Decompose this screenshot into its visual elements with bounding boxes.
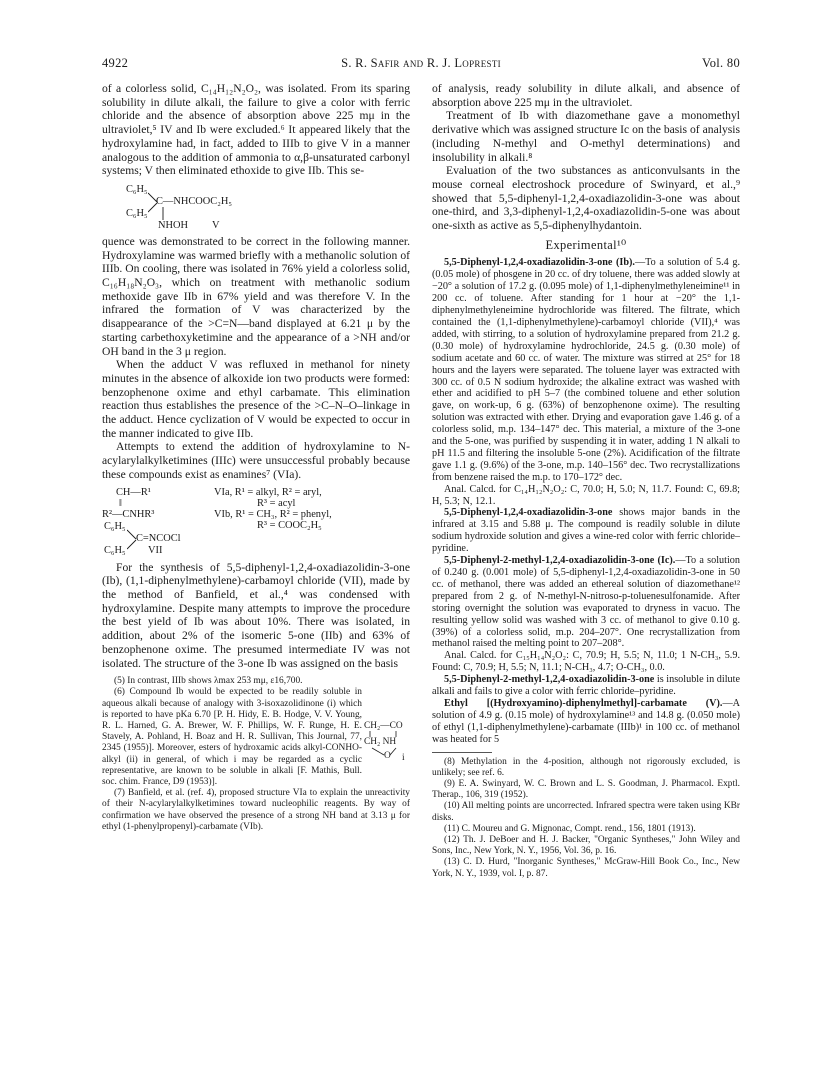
right-footnotes: [432, 757, 740, 880]
footnote-7: (7) Banfield, et al. (ref. 4), proposed structure VIa to explain the unreactivity of their N-acylarylalkylketimines toward nucleophilic reagents. By way of confirmation we have observed the presence of a strong NH band at 3.13 μ for ethyl (1-phenylpropenyl)-carbamate (VIb).: [102, 788, 410, 832]
structure-v: [102, 182, 410, 232]
footnote-11: (11) C. Moureu and G. Mignonac, Compt. rend., 156, 1801 (1913).: [444, 823, 696, 834]
experimental-heading: Experimental¹⁰: [545, 237, 627, 252]
experiment-3-title: 5,5-Diphenyl-2-methyl-1,2,4-oxadiazolidin-3-one (Ic).: [444, 555, 676, 567]
footnote-rule: [432, 752, 492, 753]
footnote-8: (8) Methylation in the 4-position, although not rigorously excluded, is unlikely; see ref. 6.: [432, 756, 740, 778]
structure-vii-label: VII: [148, 544, 163, 556]
structure-vii-center: C=NCOCl: [136, 532, 181, 544]
structure-v-phenyl-bottom: C₆H₅: [126, 207, 148, 219]
structure-v-phenyl-top: C₆H₅: [126, 183, 148, 195]
experiment-1-analysis: Anal. Calcd. for C₁₄H₁₂N₂O₂: C, 70.0; H, 5.0; N, 11.7. Found: C, 69.8; H, 5.3; N, 12.1.: [432, 483, 740, 507]
footnote-13: (13) C. D. Hurd, "Inorganic Syntheses," McGraw-Hill Book Co., Inc., New York, N. Y., 1939, vol. I, p. 87.: [432, 857, 740, 879]
footnote-6-structure-middle: CH₂ NH: [364, 737, 397, 748]
experiment-2: [432, 507, 740, 555]
structure-vii-phenyl-bottom: C₆H₅: [104, 544, 126, 556]
footnote-6-structure-top: CH₂—CO: [364, 721, 403, 732]
structure-vi-double-bond: ‖: [119, 497, 122, 509]
footnote-6-structure: [364, 721, 410, 771]
left-paragraph-3: When the adduct V was refluxed in methanol for ninety minutes in the absence of alkoxide ion two products were formed: benzophenone oxime and ethyl carbamate. This elimination reaction thus establishes the presence of the >C–N–O–linkage in the adduct. Hence cyclization of V would be expected to occur in the manner indicated to give IIb.: [102, 358, 410, 440]
structure-vi-def-1: VIa, R¹ = alkyl, R² = aryl,: [214, 486, 322, 498]
structure-vi-top: CH—R¹: [116, 486, 151, 498]
left-paragraph-2: quence was demonstrated to be correct in the following manner. Hydroxylamine was warmed briefly with a methanolic solution of IIIb. On cooling, there was isolated in 76% yield a colorless solid, C₁₆H₁₈N₂O₃, which on treatment with methanolic sodium methoxide gave IIb in 67% yield and was therefore V. In the infrared the formation of V was characterized by the disappearance of the >C=N—band displayed at 6.21 μ by the starting carbethoxyketimine and the appearance of a >NH and/or OH band in the 3 μ region.: [102, 234, 410, 358]
footnote-6-wrapper: [102, 687, 410, 788]
structure-vii-bonds: [127, 527, 139, 553]
experimental-body: [432, 257, 740, 745]
left-paragraph-5: For the synthesis of 5,5-diphenyl-1,2,4-oxadiazolidin-3-one (Ib), (1,1-diphenylmethylene)-carbamoyl chloride (VII), made by the method of Banfield, et al.,⁴ was condensed with hydroxylamine. Despite many attempts to improve the procedure the best yield of Ib was about 10%. There was isolated, in addition, about 2% of the isomeric 5-one (IIb) and 63% of benzophenone oxime. The presumed intermediate IV was not isolated. The structure of the 3-one Ib was assigned on the basis: [102, 560, 410, 670]
left-paragraph-1: of a colorless solid, C₁₄H₁₂N₂O₂, was isolated. From its sparing solubility in dilute alkali, the failure to give a color with ferric chloride and the absence of absorption above 225 mμ in the ultraviolet,⁵ IV and Ib were excluded.⁶ It appeared likely that the hydroxylamine had, in fact, added to IIIb to give V in a manner analogous to the addition of ammonia to α,β-unsaturated carbonyl systems; V then eliminated ethoxide to give IIb. This se-: [102, 82, 410, 178]
structure-v-label: V: [212, 219, 220, 231]
right-paragraph-2: Treatment of Ib with diazomethane gave a monomethyl derivative which was assigned structure Ic on the basis of analysis (including N-methyl and O-methyl determinations) and insolubility in alkali.⁸: [432, 109, 740, 164]
footnote-6-structure-bonds: [364, 729, 410, 759]
footnote-5: (5) In contrast, IIIb shows λmax 253 mμ, ε16,700.: [114, 676, 303, 687]
footnote-6-structure-oxygen: O: [384, 751, 391, 762]
running-header: [102, 56, 740, 72]
running-authors: S. R. Safir and R. J. Lopresti: [341, 56, 501, 70]
experiment-3-analysis: Anal. Calcd. for C₁₅H₁₄N₂O₂: C, 70.9; H, 5.5; N, 11.0; 1 N-CH₃, 5.9. Found: C, 70.9; H, 5.5; N, 11.1; N-CH₃, 4.7; O-CH₃, 0.0.: [432, 650, 740, 674]
experiment-5-title: Ethyl [(Hydroxyamino)-diphenylmethyl]-carbamate (V).: [444, 697, 723, 709]
structure-v-bonds: [148, 190, 160, 216]
experiment-1: [432, 257, 740, 483]
right-column: [432, 82, 740, 880]
page-number: 4922: [102, 56, 129, 70]
structure-vi-def-2: R³ = acyl: [257, 497, 296, 509]
structure-vi-bottom: R²—CNHR³: [102, 508, 155, 520]
footnote-6: (6) Compound Ib would be expected to be readily soluble in aqueous alkali because of analogy with 3-isoxazolidinone (i) which is reported to have pKa 6.70 [P. H. Hidy, E. B. Hodge, V. V. Young, R. L. Harned, G. A. Brewer, W. F. Phillips, W. F. Runge, H. E. Stavely, A. Pohland, H. Boaz and H. R. Sullivan, This Journal, 77, 2345 (1955)]. Moreover, esters of hydroxamic acids alkyl-CONHO-alkyl (ii) in general, of which i may be regarded as a cyclic representative, are known to be soluble in alkali [F. Mathis, Bull. soc. chim. France, D9 (1953)].: [102, 687, 362, 788]
experiment-3: [432, 555, 740, 650]
structure-vi-def-4: R³ = COOC₂H₅: [257, 519, 322, 531]
experiment-3-text: —To a solution of 0.240 g. (0.001 mole) of 5,5-diphenyl-1,2,4-oxadiazolidin-3-one in 50 cc. of methanol, there was added an ethereal solution of diazomethane¹² prepared from 2 g. of N-methyl-N-nitroso-p-toluenesulfonamide. After storing overnight the solution was evaporated to dryness in vacuo. The resulting yellow solid was washed with 3 cc. of methanol to give 0.10 g. (39%) of a colorless solid, m.p. 204–207°. One recrystallization from methanol raised the melting point to 207–208°.: [432, 555, 740, 650]
left-paragraph-4: Attempts to extend the addition of hydroxylamine to N-acylarylalkylketimines (IIIc) were unsuccessful probably because these compounds exist as enamines⁷ (VIa).: [102, 440, 410, 481]
structure-vi-vii: [102, 487, 410, 557]
experiment-1-text: —To a solution of 5.4 g. (0.05 mole) of phosgene in 20 cc. of dry toluene, there was added slowly at −20° a solution of 17.2 g. (0.095 mole) of 1,1-diphenylmethyleneimine¹¹ in 200 cc. of toluene. After standing for 1 hour at −20° the 1,1-diphenylmethyleneimine hydrochloride was filtered. The filtrate, which contained the (1,1-diphenylmethylene)-carbamoyl chloride (VII),⁴ was added, with stirring, to a solution of hydroxylamine prepared from 21.2 g. (0.30 mole) of hydroxylamine hydrochloride, 24.5 g. (0.30 mole) of sodium acetate and 60 cc. of water. The mixture was stirred at 25° for 18 hours and the layers were separated. The toluene layer was extracted with 300 cc. of 0.5 N sodium hydroxide; the alkaline extract was washed with ether and acidified to pH 5–7 (the combined toluene and ether solution gave, on work-up, 6 g. (63%) of benzophenone oxime). The resulting solution was extracted with ether. Drying and evaporation gave 1.46 g. of a colorless solid, m.p. 134–147° dec. This material, a mixture of the 3-one and the 5-one, was purified by suspending it in water, adding 1 N alkali to pH 11.5 and filtering the insoluble 5-one (2%). Acidification of the filtrate gave 1.1 g. (9.6%) of the 3-one, m.p. 140–156° dec. Two recrystallizations from benzene raised the m.p. to 170–172° dec.: [432, 257, 740, 483]
experiment-4: [432, 674, 740, 698]
volume-label: Vol. 80: [702, 56, 740, 70]
footnote-6-structure-label: i: [402, 753, 405, 764]
experiment-1-title: 5,5-Diphenyl-1,2,4-oxadiazolidin-3-one (Ib).: [444, 257, 635, 269]
footnote-12: (12) Th. J. DeBoer and H. J. Backer, "Organic Syntheses," John Wiley and Sons, Inc., New York, N. Y., 1956, Vol. 36, p. 16.: [432, 835, 740, 857]
experiment-4-text: is insoluble in dilute alkali and fails to give a color with ferric chloride–pyridine.: [432, 674, 740, 698]
left-column: [102, 82, 410, 833]
structure-v-vertical-bond: [162, 207, 166, 221]
structure-v-nhoh: NHOH: [158, 219, 189, 231]
footnote-9: (9) E. A. Swinyard, W. C. Brown and L. S. Goodman, J. Pharmacol. Exptl. Therap., 106, 319 (1952).: [432, 779, 740, 801]
experiment-2-text: shows major bands in the infrared at 3.15 and 5.88 μ. The compound is readily soluble in dilute sodium hydroxide solution and gives a wine-red color with ferric chloride–pyridine.: [432, 507, 740, 555]
left-footnotes: [102, 676, 410, 833]
right-paragraph-1: of analysis, ready solubility in dilute alkali, and absence of absorption above 225 mμ in the ultraviolet.: [432, 82, 740, 109]
experiment-5: [432, 698, 740, 746]
experiment-2-title: 5,5-Diphenyl-1,2,4-oxadiazolidin-3-one: [444, 507, 613, 519]
structure-vi-def-3: VIb, R¹ = CH₃, R² = phenyl,: [214, 508, 332, 520]
footnote-10: (10) All melting points are uncorrected. Infrared spectra were taken using KBr disks.: [432, 801, 740, 823]
structure-v-center: C—NHCOOC₂H₅: [156, 195, 232, 207]
right-paragraph-3: Evaluation of the two substances as anticonvulsants in the mouse corneal electroshock procedure of Swinyard, et al.,⁹ showed that 5,5-diphenyl-1,2,4-oxadiazolidin-3-one was about one-third, and 3,3-diphenyl-1,2,4-oxadiazolidin-5-one was about one-sixth as active as 5,5-diphenylhydantoin.: [432, 164, 740, 233]
experiment-4-title: 5,5-Diphenyl-2-methyl-1,2,4-oxadiazolidin-3-one: [444, 674, 655, 686]
experiment-5-text: —A solution of 4.9 g. (0.15 mole) of hydroxylamine¹³ and 14.8 g. (0.050 mole) of ethyl (1,1-diphenylmethylene)-carbamate (IIIb)¹ in 100 cc. of methanol was heated for 5: [432, 697, 740, 745]
structure-vii-phenyl-top: C₆H₅: [104, 520, 126, 532]
